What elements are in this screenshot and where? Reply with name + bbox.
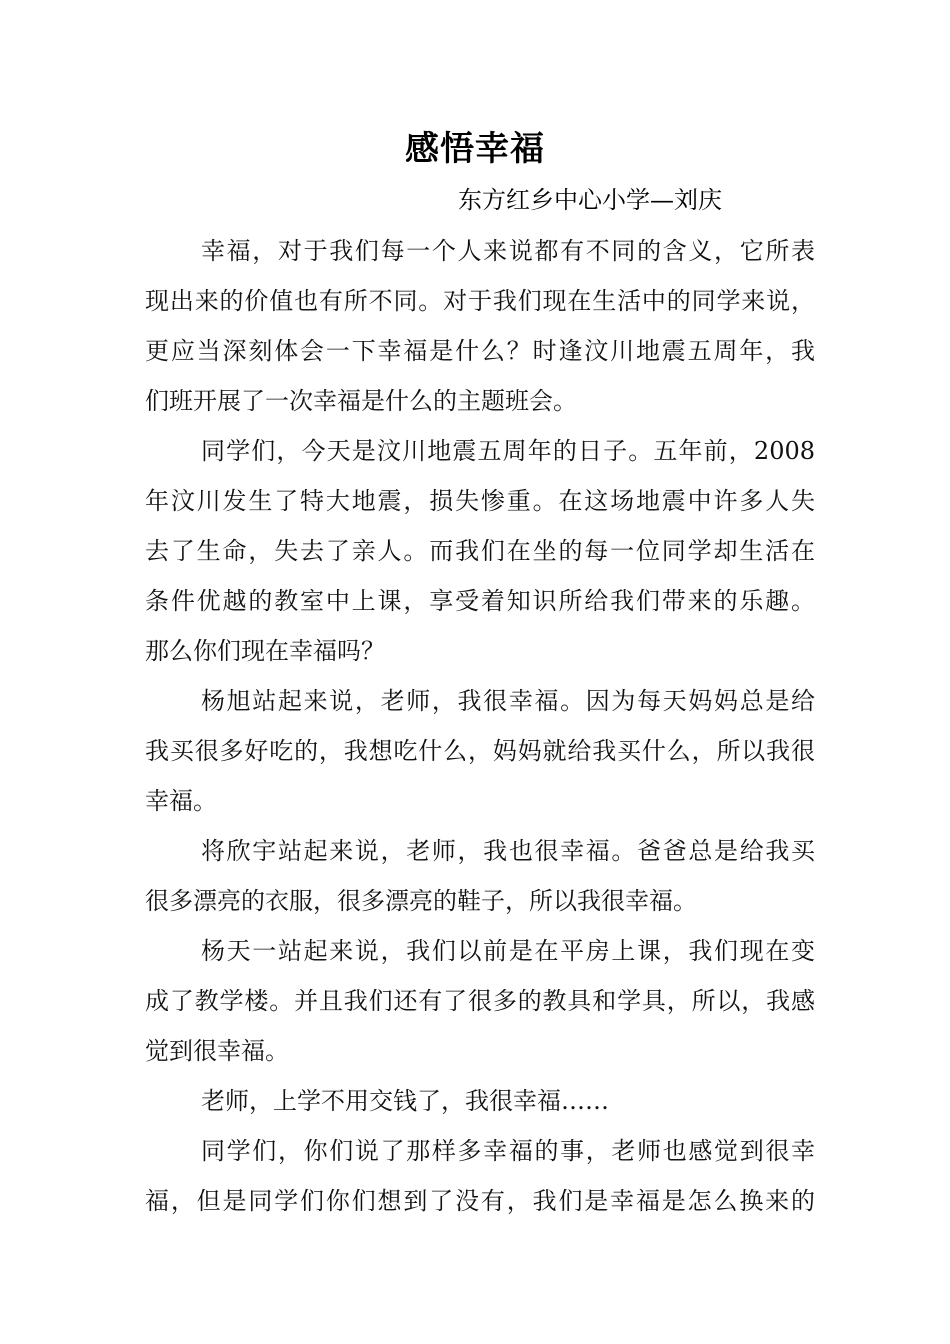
text-line: 那么你们现在幸福吗？ <box>145 637 385 665</box>
text-line: 幸福。 <box>145 787 217 815</box>
text-line: 杨旭站起来说，老师，我很幸福。因为每天妈妈总是给 <box>201 687 815 715</box>
paragraph <box>145 226 815 426</box>
paragraph <box>145 426 815 676</box>
text-line: 成了教学楼。并且我们还有了很多的教具和学具，所以，我感 <box>145 987 815 1015</box>
document-title: 感悟幸福 <box>405 129 545 169</box>
text-line: 将欣宇站起来说，老师，我也很幸福。爸爸总是给我买 <box>201 837 815 865</box>
text-line: 同学们，你们说了那样多幸福的事，老师也感觉到很幸 <box>201 1137 815 1165</box>
text-line: 我买很多好吃的，我想吃什么，妈妈就给我买什么，所以我很 <box>145 737 815 765</box>
paragraph <box>145 1076 815 1126</box>
text-line: 们班开展了一次幸福是什么的主题班会。 <box>145 387 577 415</box>
text-line: 老师，上学不用交钱了，我很幸福…… <box>201 1087 609 1115</box>
text-line: 很多漂亮的衣服，很多漂亮的鞋子，所以我很幸福。 <box>145 887 697 915</box>
text-line: 更应当深刻体会一下幸福是什么？时逢汶川地震五周年，我 <box>145 337 815 365</box>
document-body <box>145 226 815 1226</box>
text-line: 同学们，今天是汶川地震五周年的日子。五年前，2008 <box>201 437 815 465</box>
text-line: 幸福，对于我们每一个人来说都有不同的含义，它所表 <box>201 237 815 265</box>
text-line: 条件优越的教室中上课，享受着知识所给我们带来的乐趣。 <box>145 587 815 615</box>
text-line: 去了生命，失去了亲人。而我们在坐的每一位同学却生活在 <box>145 537 815 565</box>
text-line: 杨天一站起来说，我们以前是在平房上课，我们现在变 <box>201 937 815 965</box>
paragraph <box>145 676 815 826</box>
text-line: 福，但是同学们你们想到了没有，我们是幸福是怎么换来的 <box>145 1187 815 1215</box>
text-line: 现出来的价值也有所不同。对于我们现在生活中的同学来说， <box>145 287 815 315</box>
text-line: 觉到很幸福。 <box>145 1037 289 1065</box>
text-line: 年汶川发生了特大地震，损失惨重。在这场地震中许多人失 <box>145 487 815 515</box>
author-line: 东方红乡中心小学—刘庆 <box>458 186 722 214</box>
paragraph <box>145 1126 815 1226</box>
paragraph <box>145 926 815 1076</box>
paragraph <box>145 826 815 926</box>
